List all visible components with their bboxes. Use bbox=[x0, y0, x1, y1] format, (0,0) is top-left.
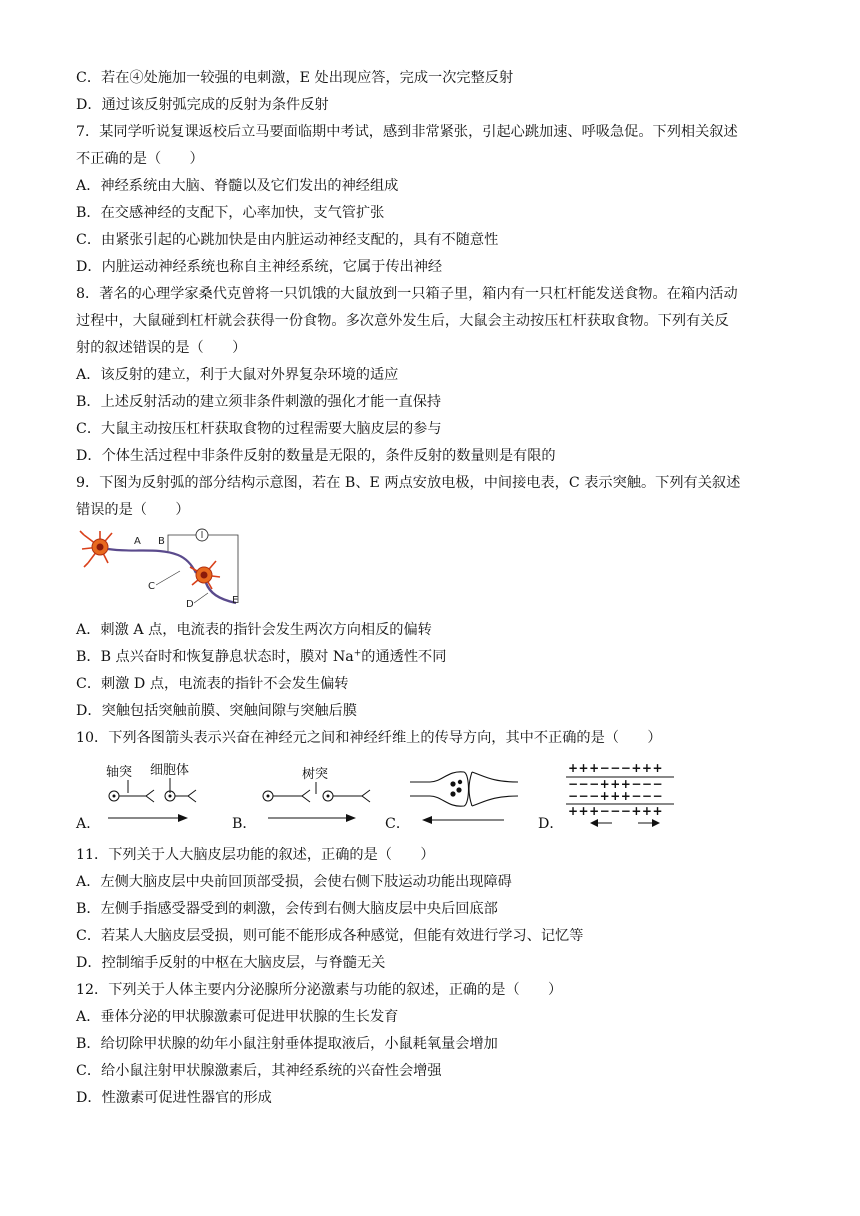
charge-row-1: +++−−−+++ bbox=[568, 761, 663, 775]
arrow-left-icon bbox=[422, 816, 504, 824]
q11-option-d: D．控制缩手反射的中枢在大脑皮层，与脊髓无关 bbox=[76, 955, 386, 971]
q10-figure-c bbox=[408, 760, 520, 828]
q10-option-c-label: C． bbox=[385, 816, 411, 832]
arrow-right-icon bbox=[268, 814, 356, 822]
neuron-left-icon bbox=[80, 531, 112, 567]
q8-option-b: B．上述反射活动的建立须非条件刺激的强化才能一直保持 bbox=[76, 394, 442, 410]
label-cell-body: 细胞体 bbox=[150, 763, 190, 778]
charge-row-3: −−−+++−−− bbox=[568, 789, 663, 803]
q8-stem-line3: 射的叙述错误的是（ ） bbox=[76, 340, 247, 356]
q9-stem-line1: 9．下图为反射弧的部分结构示意图，若在 B、E 两点安放电极，中间接电表，C 表示突触。下列有关叙述 bbox=[76, 475, 741, 491]
label-c: C bbox=[148, 581, 155, 592]
synapse-icon bbox=[410, 772, 518, 806]
q8-option-d: D．个体生活过程中非条件反射的数量是无限的，条件反射的数量则是有限的 bbox=[76, 448, 556, 464]
q10-figure-a bbox=[104, 758, 200, 828]
q8-option-c: C．大鼠主动按压杠杆获取食物的过程需要大脑皮层的参与 bbox=[76, 421, 442, 437]
q9-option-b-text: B．B 点兴奋时和恢复静息状态时，膜对 Na bbox=[76, 649, 354, 665]
q6-option-c: C．若在④处施加一较强的电刺激，E 处出现应答，完成一次完整反射 bbox=[76, 70, 514, 86]
q11-option-b: B．左侧手指感受器受到的刺激，会传到右侧大脑皮层中央后回底部 bbox=[76, 901, 498, 917]
reflex-arc-figure bbox=[78, 527, 250, 613]
q10-option-a-label: A． bbox=[76, 816, 101, 832]
neuron-right-icon bbox=[190, 561, 220, 589]
q10-figure-d bbox=[566, 760, 676, 830]
q6-option-d: D．通过该反射弧完成的反射为条件反射 bbox=[76, 97, 329, 113]
q7-option-b: B．在交感神经的支配下，心率加快，支气管扩张 bbox=[76, 205, 385, 221]
charge-row-4: +++−−−+++ bbox=[568, 804, 663, 818]
q12-option-d: D．性激素可促进性器官的形成 bbox=[76, 1090, 272, 1106]
q9-option-c: C．刺激 D 点，电流表的指针不会发生偏转 bbox=[76, 676, 349, 692]
q7-stem-line2: 不正确的是（ ） bbox=[76, 151, 204, 167]
label-dendrite: 树突 bbox=[302, 767, 329, 782]
q9-option-b-text-end: 的通透性不同 bbox=[361, 649, 447, 665]
q11-stem: 11．下列关于人大脑皮层功能的叙述，正确的是（ ） bbox=[76, 847, 435, 863]
arrow-left-icon bbox=[590, 819, 612, 827]
q8-stem-line2: 过程中，大鼠碰到杠杆就会获得一份食物。多次意外发生后，大鼠会主动按压杠杆获取食物。下列有关反 bbox=[76, 313, 729, 329]
label-axon: 轴突 bbox=[106, 765, 133, 780]
q12-option-b: B．给切除甲状腺的幼年小鼠注射垂体提取液后，小鼠耗氧量会增加 bbox=[76, 1036, 498, 1052]
q9-option-b bbox=[76, 647, 446, 667]
q8-stem-line1: 8．著名的心理学家桑代克曾将一只饥饿的大鼠放到一只箱子里，箱内有一只杠杆能发送食物。在箱内活动 bbox=[76, 286, 738, 302]
q10-stem: 10．下列各图箭头表示兴奋在神经元之间和神经纤维上的传导方向，其中不正确的是（ ） bbox=[76, 730, 662, 746]
q10-option-d-label: D． bbox=[538, 816, 564, 832]
q8-option-a: A．该反射的建立，利于大鼠对外界复杂环境的适应 bbox=[76, 367, 399, 383]
q7-stem-line1: 7．某同学听说复课返校后立马要面临期中考试，感到非常紧张，引起心跳加速、呼吸急促。下列相关叙述 bbox=[76, 124, 738, 140]
q11-option-a: A．左侧大脑皮层中央前回顶部受损，会使右侧下肢运动功能出现障碍 bbox=[76, 874, 512, 890]
q10-figure-b bbox=[258, 762, 378, 828]
q12-option-a: A．垂体分泌的甲状腺激素可促进甲状腺的生长发育 bbox=[76, 1009, 399, 1025]
q9-option-d: D．突触包括突触前膜、突触间隙与突触后膜 bbox=[76, 703, 357, 719]
q10-option-b-label: B． bbox=[232, 816, 257, 832]
na-charge-superscript: + bbox=[353, 648, 362, 659]
q11-option-c: C．若某人大脑皮层受损，则可能不能形成各种感觉，但能有效进行学习、记忆等 bbox=[76, 928, 584, 944]
q7-option-c: C．由紧张引起的心跳加快是由内脏运动神经支配的，具有不随意性 bbox=[76, 232, 499, 248]
charge-row-2: −−−+++−−− bbox=[568, 777, 663, 791]
q12-option-c: C．给小鼠注射甲状腺激素后，其神经系统的兴奋性会增强 bbox=[76, 1063, 442, 1079]
arrow-right-icon bbox=[638, 819, 660, 827]
label-b: B bbox=[158, 536, 165, 547]
q9-stem-line2: 错误的是（ ） bbox=[76, 502, 190, 518]
label-d: D bbox=[186, 599, 194, 610]
q9-option-a: A．刺激 A 点，电流表的指针会发生两次方向相反的偏转 bbox=[76, 622, 432, 638]
arrow-right-icon bbox=[108, 814, 188, 822]
q12-stem: 12．下列关于人体主要内分泌腺所分泌激素与功能的叙述，正确的是（ ） bbox=[76, 982, 563, 998]
label-e: E bbox=[232, 595, 239, 606]
label-a: A bbox=[134, 536, 141, 547]
q7-option-a: A．神经系统由大脑、脊髓以及它们发出的神经组成 bbox=[76, 178, 399, 194]
q7-option-d: D．内脏运动神经系统也称自主神经系统，它属于传出神经 bbox=[76, 259, 443, 275]
